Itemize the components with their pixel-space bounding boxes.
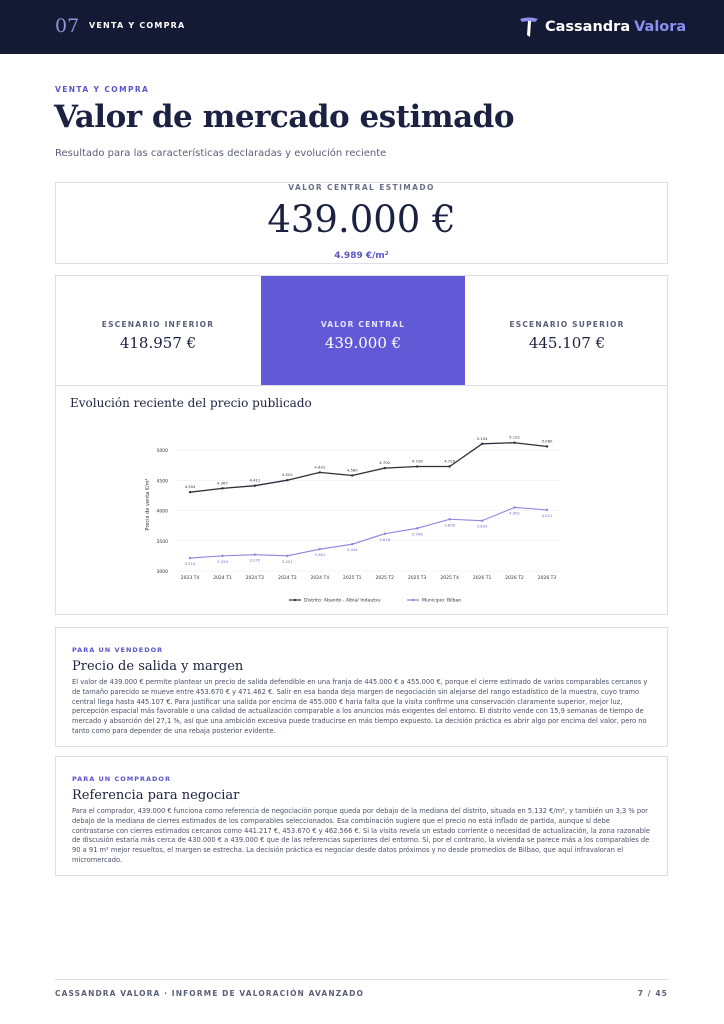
footer-page-number: 7 / 45	[637, 989, 668, 998]
series-line	[190, 507, 547, 558]
data-point	[351, 543, 353, 545]
chapter-number: 07	[55, 15, 80, 37]
data-label: 4.729	[444, 458, 456, 464]
data-point	[221, 555, 223, 557]
seller-eyebrow: PARA UN VENDEDOR	[72, 646, 164, 654]
data-label: 4.702	[379, 460, 391, 466]
brand-mark-icon	[518, 15, 540, 39]
data-label: 3.856	[444, 522, 456, 528]
data-point	[189, 491, 191, 493]
data-point	[481, 520, 483, 522]
scenario-label: ESCENARIO SUPERIOR	[509, 320, 625, 329]
legend-marker	[294, 599, 296, 601]
scenario-value: 445.107 €	[528, 334, 606, 352]
data-point	[286, 479, 288, 481]
y-tick-label: 3000	[156, 570, 168, 575]
chart-title: Evolución reciente del precio publicado	[70, 396, 312, 410]
data-label: 3.270	[249, 557, 261, 563]
central-value-amount: 439.000 €	[267, 198, 456, 241]
scenario-value: 439.000 €	[324, 334, 402, 352]
scenario-value: 418.957 €	[119, 334, 197, 352]
y-tick-label: 4000	[156, 509, 168, 515]
data-point	[384, 467, 386, 469]
top-bar	[0, 0, 724, 54]
y-tick-label: 3500	[156, 539, 168, 545]
data-label: 3.832	[476, 523, 488, 529]
scenario-label: VALOR CENTRAL	[320, 320, 406, 329]
y-axis-label: Precio de venta €/m²	[145, 478, 151, 531]
buyer-text: Para el comprador, 439.000 € funciona como referencia de negociación porque queda por debajo de la mediana del distrito, situada en 5.132 €/m², y también un 3,3 % por debajo de la mediana de cierres estimados de los comparables seleccionados. Esa combinación sugiere que el precio no está inflado de partida, aunque sí debe contrastarse con cierres estimados cercanos como 441.217 €, 453.670 € y 462.566 €. Si la visita revela un estado corriente o necesidad de actualización, la zona razonable de discusión estaría más cerca de 430.000 € a 439.000 € que de las referencias superiores del entorno. Si, por el contrario, la vivienda se parece más a los comparables de 90 a 91 m² mejor resueltos, el margen se estrecha. La decisión práctica es negociar desde datos próximos y no desde promedios de Bilbao, que aquí infravaloran el micromercado.	[72, 807, 650, 864]
data-point	[416, 527, 418, 529]
x-tick-label: 2023 T4	[180, 576, 200, 581]
page-title: Valor de mercado estimado	[54, 99, 515, 135]
data-label: 3.616	[379, 536, 391, 542]
buyer-eyebrow: PARA UN COMPRADOR	[72, 775, 171, 783]
x-tick-label: 2025 T1	[343, 576, 362, 581]
page-footer	[55, 979, 668, 998]
x-tick-label: 2024 T3	[278, 576, 297, 581]
data-point	[448, 518, 450, 520]
scenario-central	[261, 276, 465, 397]
chapter-title: VENTA Y COMPRA	[89, 21, 186, 30]
y-tick-label: 5000	[156, 449, 168, 455]
x-tick-label: 2024 T1	[213, 576, 232, 581]
price-evolution-chart-panel	[55, 385, 668, 615]
data-point	[254, 553, 256, 555]
central-value-per-m2: 4.989 €/m²	[334, 251, 389, 261]
seller-card	[55, 627, 668, 747]
brand-name-primary: Cassandra	[545, 19, 631, 35]
data-label: 5.122	[509, 434, 520, 440]
data-point	[546, 445, 548, 447]
data-label: 5.060	[541, 438, 553, 444]
data-label: 4.304	[184, 484, 196, 490]
scenario-upper	[465, 276, 669, 386]
data-point	[448, 465, 450, 467]
x-tick-label: 2025 T4	[440, 576, 459, 581]
data-label: 3.250	[217, 558, 228, 564]
data-point	[221, 487, 223, 489]
y-tick-label: 4500	[156, 479, 168, 485]
legend-entry: Distrito: Abando - Albia/ Indautxu	[304, 598, 381, 604]
data-label: 4.011	[541, 512, 553, 518]
data-point	[416, 465, 418, 467]
central-value-label: VALOR CENTRAL ESTIMADO	[288, 183, 435, 192]
data-label: 4.411	[249, 477, 261, 483]
data-label: 4.052	[509, 510, 520, 516]
data-label: 4.502	[281, 472, 293, 478]
x-tick-label: 2026 T3	[537, 576, 557, 581]
x-tick-label: 2026 T2	[505, 576, 524, 581]
data-point	[513, 506, 515, 508]
data-label: 3.214	[184, 561, 196, 567]
central-value-panel	[55, 182, 668, 264]
scenario-lower	[56, 276, 260, 386]
data-label: 4.367	[217, 480, 228, 486]
x-tick-label: 2025 T3	[407, 576, 427, 581]
data-point	[384, 533, 386, 535]
legend-entry: Municipio: Bilbao	[422, 598, 462, 604]
data-point	[286, 555, 288, 557]
data-point	[254, 484, 256, 486]
legend-marker	[412, 599, 414, 601]
data-point	[319, 471, 321, 473]
brand-name-secondary: Valora	[634, 19, 687, 35]
data-point	[513, 442, 515, 444]
data-label: 3.444	[346, 547, 358, 553]
scenarios-panel	[55, 275, 668, 385]
buyer-card	[55, 756, 668, 876]
footer-report-name: CASSANDRA VALORA · INFORME DE VALORACIÓN AVANZADO	[55, 989, 364, 998]
seller-heading: Precio de salida y margen	[72, 659, 244, 674]
data-point	[546, 509, 548, 511]
x-tick-label: 2025 T2	[375, 576, 394, 581]
page-subtitle: Resultado para las características declaradas y evolución reciente	[55, 148, 387, 159]
data-point	[351, 474, 353, 476]
data-label: 4.631	[314, 464, 326, 470]
x-tick-label: 2024 T4	[310, 576, 330, 581]
data-label: 4.728	[411, 458, 423, 464]
data-point	[189, 557, 191, 559]
data-label: 5.104	[476, 435, 488, 441]
data-point	[481, 443, 483, 445]
data-label: 3.251	[281, 558, 293, 564]
buyer-heading: Referencia para negociar	[72, 788, 240, 803]
x-tick-label: 2026 T1	[472, 576, 492, 581]
data-label: 3.706	[411, 531, 423, 537]
price-evolution-chart	[56, 386, 669, 616]
scenario-label: ESCENARIO INFERIOR	[101, 320, 215, 329]
seller-text: El valor de 439.000 € permite plantear un precio de salida defendible en una franja de 445.000 € a 455.000 €, porque el cierre estimado de varios comparables cercanos y de tamaño parecido se mueve entre 453.670 € y 471.462 €. Salir en esa banda deja margen de negociación sin alejarse del rango estadístico de la muestra, cuyo tramo central llega hasta 445.107 €. Para justificar una salida por encima de 455.000 € haría falta que la visita confirme una conservación claramente superior, mejor luz, percepción espacial más favorable o una calidad de actualización comparable a los anuncios más exigentes del entorno. El distrito vende con 15,9 semanas de tiempo de mercado y absorción del 27,1 %, así que una ambición excesiva puede traducirse en más tiempo expuesto. La decisión práctica es abrir algo por encima del valor, pero no tanto como para depender de una rebaja posterior evidente.	[72, 678, 648, 735]
section-eyebrow: VENTA Y COMPRA	[55, 85, 150, 94]
x-tick-label: 2024 T2	[245, 576, 265, 581]
data-point	[319, 548, 321, 550]
brand-logo	[518, 13, 686, 41]
data-label: 4.580	[346, 467, 358, 473]
data-label: 3.361	[314, 552, 326, 558]
